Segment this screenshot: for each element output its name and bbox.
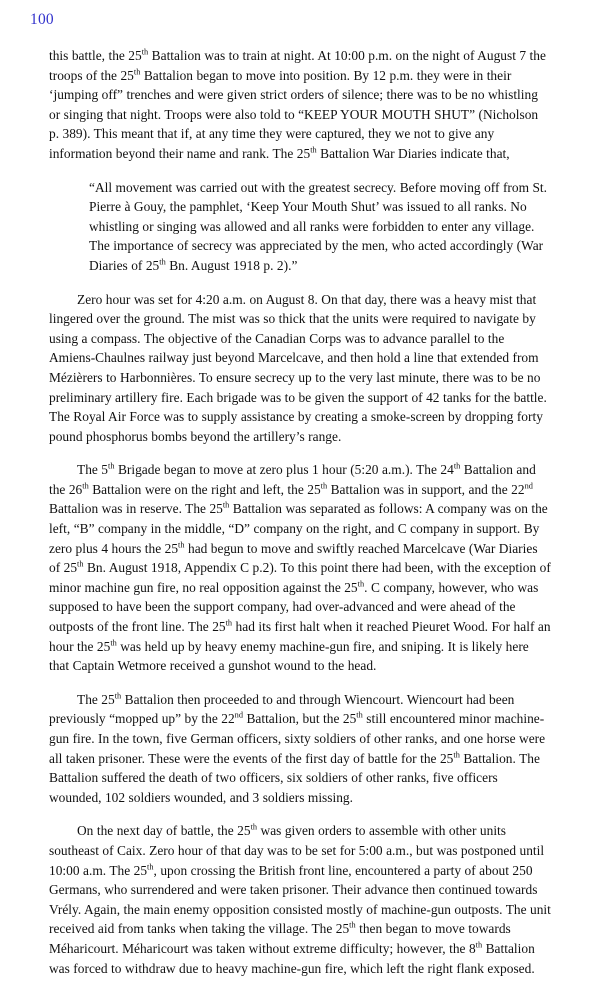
ordinal-suffix: nd: [524, 481, 533, 491]
ordinal-suffix: th: [225, 618, 233, 628]
para-zero-hour: Zero hour was set for 4:20 a.m. on August 8. On that day, there was a heavy mist that lingered over the ground. The mist was so thick that the units were required to navigate by using a compass. The objective of the Canadian Corps was to advance parallel to the Amiens-Chaulnes railway just beyond Marcelcave, and then hold a line that extended from Mézièrers to Harbonnières. To ensure secrecy up to the very last minute, there was to be no preliminary artillery fire. Each brigade was to be given the support of 42 tanks for the battle. The Royal Air Force was to supply assistance by creating a smoke-screen by dropping forty pound phosphorus bombs beyond the artillery’s range.: [49, 291, 547, 444]
ordinal-suffix: th: [114, 691, 122, 701]
para-next-day: On the next day of battle, the 25th was given orders to assemble with other units southeast of Caix. Zero hour of that day was to be set for 5:00 a.m., but was postponed until 10:00 a.m. The 25th, upon crossing the British front line, encountered a party of about 250 Germans, who surrendered and were taken prisoner. Their advance then continued towards Vrély. Again, the main enemy opposition consisted mostly of machine-gun outposts. The unit received aid from tanks when taking the village. The 25th then began to move towards Méharicourt. Méharicourt was taken without extreme difficulty; however, the 8th Battalion was forced to withdraw due to heavy machine-gun fire, which left the right flank exposed.: [49, 822, 551, 976]
ordinal-suffix: th: [356, 710, 363, 720]
quote-war-diaries: “All movement was carried out with the greatest secrecy. Before moving off from St. Pierre à Gouy, the pamphlet, ‘Keep Your Mouth Shut’ was issued to all ranks. No whistling or singing was allowed and all ranks were forbidden to enter any village. The importance of secrecy was appreciated by the men, who acted accordingly (War Diaries of 25th Bn. August 1918 p. 2).”: [89, 179, 548, 273]
ordinal-suffix: th: [357, 579, 365, 589]
ordinal-suffix: th: [222, 501, 230, 510]
para-fifth-brigade: The 5th Brigade began to move at zero plus 1 hour (5:20 a.m.). The 24th Battalion and the 26th Battalion were on the right and left, the 25th Battalion was in support, and the 22nd Battalion was in reserve. The 25th Battalion was separated as follows: A company was on the left, “B” company in the middle, “D” company on the right, and C company in support. By zero plus 4 hours the 25th had begun to move and swiftly reached Marcelcave (War Diaries of 25th Bn. August 1918, Appendix C p.2). To this point there had been, with the exception of minor machine gun fire, no real opposition against the 25th. C company, however, who was supposed to have been the support company, had over-advanced and were ahead of the outposts of the front line. The 25th had its first halt when it reached Pieuret Wood. For half an hour the 25th was held up by heavy enemy machine-gun fire, and sniping. It is likely here that Captain Wetmore received a gunshot wound to the head.: [49, 461, 551, 674]
ordinal-suffix: th: [250, 822, 258, 832]
page-number: 100: [30, 11, 54, 28]
ordinal-suffix: th: [178, 540, 185, 550]
ordinal-suffix: th: [147, 862, 154, 872]
ordinal-suffix: th: [349, 920, 356, 930]
ordinal-suffix: th: [110, 638, 117, 648]
ordinal-suffix: th: [475, 940, 483, 950]
ordinal-suffix: th: [77, 559, 84, 569]
ordinal-suffix: th: [320, 481, 328, 491]
para-wiencourt: The 25th Battalion then proceeded to and through Wiencourt. Wiencourt had been previously “mopped up” by the 22nd Battalion, but the 25th still encountered minor machine-gun fire. In the town, five German officers, sixty soldiers of other ranks, and one horse were all taken prisoner. These were the events of the first day of battle for the 25th Battalion. The Battalion suffered the death of two officers, six soldiers of other ranks, five officers wounded, 102 soldiers wounded, and 3 soldiers missing.: [49, 691, 546, 805]
ordinal-suffix: th: [141, 47, 149, 57]
ordinal-suffix: th: [310, 145, 317, 155]
ordinal-suffix: th: [453, 461, 461, 471]
ordinal-suffix: th: [133, 67, 141, 77]
page-body-text: [49, 46, 551, 992]
ordinal-suffix: th: [453, 750, 460, 760]
ordinal-suffix: th: [108, 461, 115, 471]
ordinal-suffix: th: [159, 257, 166, 267]
ordinal-suffix: th: [82, 481, 89, 491]
para-train-at-night: this battle, the 25th Battalion was to train at night. At 10:00 p.m. on the night of August 7 the troops of the 25th Battalion began to move into position. By 12 p.m. they were in their ‘jumping off” trenches and were given strict orders of silence; there was to be no whistling or singing that night. Troops were also told to “KEEP YOUR MOUTH SHUT” (Nicholson p. 389). This meant that if, at any time they were captured, they we not to give any information beyond their name and rank. The 25th Battalion War Diaries indicate that,: [49, 47, 546, 161]
ordinal-suffix: nd: [234, 710, 243, 720]
